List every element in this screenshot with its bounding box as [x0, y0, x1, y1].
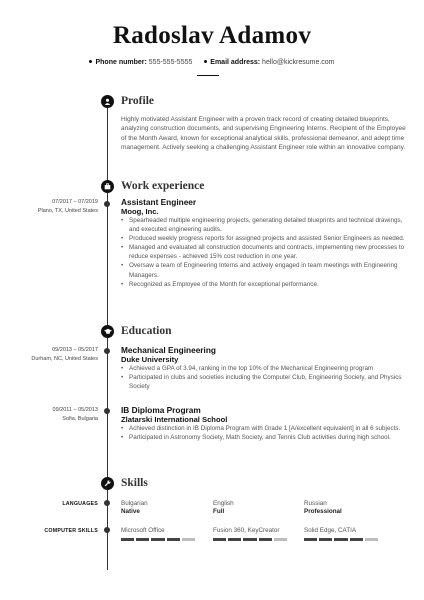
- profile-text: Highly motivated Assistant Engineer with a proven track record of creating detailed blueprints, analyzing construction documents, and supervising Engineering Interns. Recipient of the Employee of the Month Award, known for exceptional analytical skills, professional demeanor, and adept time management. Actively seeking a challenging Assistant Engineer role within an innovative company.: [121, 116, 406, 151]
- skill-bar-segment: [334, 538, 347, 541]
- list-item: • Managed and evaluated all construction documents and contracts, implementing new processes to reduce expenses - achieved 15% cost reduction in one year.: [121, 243, 411, 261]
- language-name: English: [213, 500, 234, 507]
- job-company: Moog, Inc.: [121, 207, 159, 216]
- skill-bar-segment: [259, 538, 272, 541]
- timeline-dot: [104, 348, 110, 354]
- job-role: Assistant Engineer: [121, 197, 197, 207]
- list-item: • Spearheaded multiple engineering projects, generating detailed blueprints and technical drawings, and executed engineering audits.: [121, 216, 411, 234]
- skills-heading: Skills: [121, 477, 148, 489]
- bullet-dot: [204, 60, 207, 63]
- list-item: • Oversaw a team of Engineering Interns and actively engaged in team meetings with Engineering Managers.: [121, 261, 411, 279]
- education-degree: IB Diploma Program: [121, 405, 201, 415]
- list-item: • Achieved a GPA of 3.94, ranking in the top 10% of the Mechanical Engineering program: [121, 364, 411, 373]
- graduation-cap-icon: [101, 325, 114, 338]
- job-meta: [18, 198, 98, 216]
- phone-value: 555-555-5555: [148, 59, 193, 66]
- profile-icon: [101, 95, 114, 108]
- job-bullets: [121, 216, 411, 289]
- languages-label: LANGUAGES: [62, 501, 98, 507]
- skill-bar-segment: [182, 538, 195, 541]
- language-name: Bulgarian: [121, 500, 148, 507]
- skill-bar-segment: [243, 538, 256, 541]
- education-degree: Mechanical Engineering: [121, 345, 216, 355]
- work-heading: Work experience: [121, 180, 205, 192]
- resume-name: Radoslav Adamov: [112, 22, 312, 49]
- contact-line: [0, 59, 424, 66]
- education-meta: [18, 406, 98, 424]
- skill-bar-segment: [213, 538, 226, 541]
- list-item: • Participated in clubs and societies including the Computer Club, Engineering Society, and Physics Society: [121, 373, 411, 391]
- list-item: • Recognized as Employee of the Month for exceptional performance.: [121, 280, 411, 289]
- language-name: Russian: [304, 500, 327, 507]
- job-dates: 07/2017 – 07/2019: [52, 199, 98, 205]
- skill-bar-segment: [350, 538, 363, 541]
- timeline-dot: [104, 201, 110, 207]
- email-label: Email address:: [210, 59, 261, 66]
- skill-bar-segment: [274, 538, 287, 541]
- skill-level-bar: [121, 538, 195, 541]
- profile-heading: Profile: [121, 95, 154, 107]
- education-meta: [18, 346, 98, 364]
- wrench-icon: [101, 477, 114, 490]
- header-divider: [197, 75, 219, 76]
- skill-level-bar: [213, 538, 287, 541]
- computer-skill-name: Fusion 360, KeyCreator: [213, 527, 280, 534]
- computer-skills-label: COMPUTER SKILLS: [44, 528, 98, 534]
- language-level: Native: [121, 508, 140, 515]
- timeline-dot: [104, 408, 110, 414]
- computer-skill-name: Solid Edge, CATIA: [304, 527, 357, 534]
- skill-bar-segment: [304, 538, 317, 541]
- education-dates: 09/2011 – 05/2013: [52, 407, 98, 413]
- briefcase-icon: [101, 180, 114, 193]
- skill-bar-segment: [319, 538, 332, 541]
- language-level: Full: [213, 508, 225, 515]
- education-location: Durham, NC, United States: [31, 356, 98, 362]
- email-value: hello@kickresume.com: [262, 59, 335, 66]
- education-location: Sofia, Bulgaria: [62, 416, 98, 422]
- timeline-dot: [104, 527, 110, 533]
- skill-bar-segment: [228, 538, 241, 541]
- education-school: Zlatarski International School: [121, 415, 228, 424]
- education-dates: 09/2013 – 05/2017: [52, 347, 98, 353]
- list-item: • Participated in Astronomy Society, Math Society, and Tennis Club activities during high school.: [121, 433, 411, 442]
- language-level: Professional: [304, 508, 342, 515]
- skill-bar-segment: [121, 538, 134, 541]
- education-bullets: [121, 424, 411, 442]
- skill-bar-segment: [365, 538, 378, 541]
- timeline-dot: [104, 500, 110, 506]
- list-item: • Produced weekly progress reports for assigned projects and assisted Senior Engineers as needed.: [121, 234, 411, 243]
- job-location: Plano, TX, United States: [37, 208, 98, 214]
- skill-bar-segment: [167, 538, 180, 541]
- bullet-dot: [89, 60, 92, 63]
- phone-label: Phone number:: [95, 59, 147, 66]
- skill-level-bar: [304, 538, 378, 541]
- skill-bar-segment: [151, 538, 164, 541]
- computer-skill-name: Microsoft Office: [121, 527, 165, 534]
- list-item: • Achieved distinction in IB Diploma Program with Grade 1 [A/excellent equivalent] in all 6 subjects.: [121, 424, 411, 433]
- education-school: Duke University: [121, 355, 179, 364]
- education-bullets: [121, 364, 411, 391]
- skill-bar-segment: [136, 538, 149, 541]
- education-heading: Education: [121, 325, 172, 337]
